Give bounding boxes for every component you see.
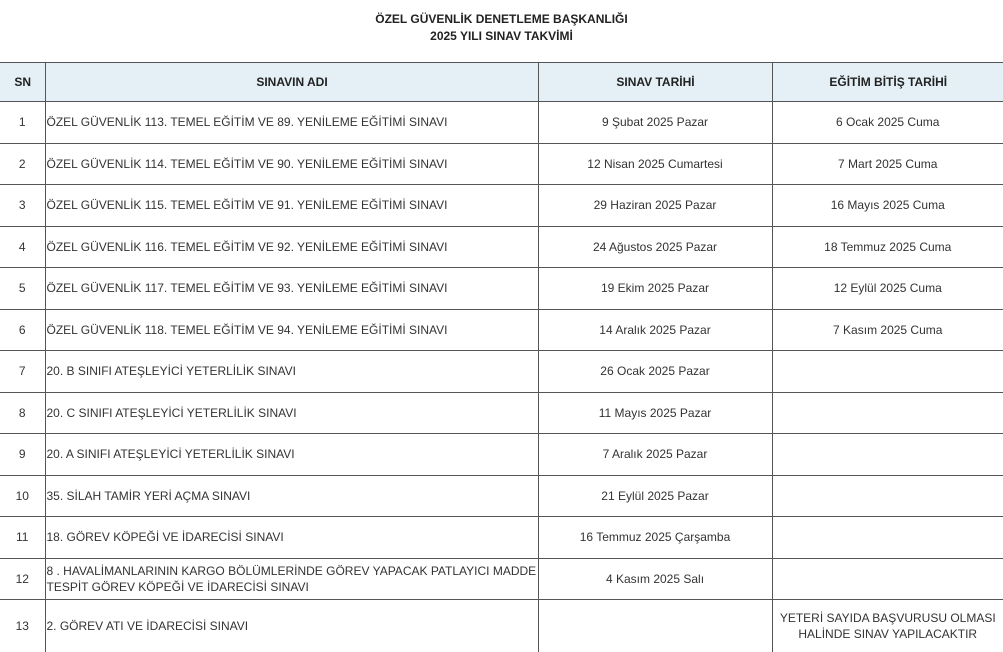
cell-sn: 5	[0, 268, 45, 310]
cell-exam-date: 7 Aralık 2025 Pazar	[538, 434, 772, 476]
cell-exam-name: ÖZEL GÜVENLİK 117. TEMEL EĞİTİM VE 93. YENİLEME EĞİTİMİ SINAVI	[45, 268, 538, 310]
table-row	[0, 392, 1003, 434]
table-row	[0, 102, 1003, 144]
cell-sn: 12	[0, 558, 45, 600]
cell-exam-name: 2. GÖREV ATI VE İDARECİSİ SINAVI	[45, 600, 538, 652]
cell-training-end-date	[772, 392, 1003, 434]
cell-sn: 1	[0, 102, 45, 144]
table-row	[0, 185, 1003, 227]
cell-training-end-date: 12 Eylül 2025 Cuma	[772, 268, 1003, 310]
cell-sn: 13	[0, 600, 45, 652]
cell-exam-name: 20. C SINIFI ATEŞLEYİCİ YETERLİLİK SINAVI	[45, 392, 538, 434]
cell-training-end-date	[772, 600, 1003, 652]
table-row	[0, 268, 1003, 310]
cell-sn: 2	[0, 143, 45, 185]
cell-sn: 3	[0, 185, 45, 227]
cell-exam-name: ÖZEL GÜVENLİK 113. TEMEL EĞİTİM VE 89. YENİLEME EĞİTİMİ SINAVI	[45, 102, 538, 144]
cell-exam-name: ÖZEL GÜVENLİK 116. TEMEL EĞİTİM VE 92. YENİLEME EĞİTİMİ SINAVI	[45, 226, 538, 268]
end-date-note-line-2: HALİNDE SINAV YAPILACAKTIR	[798, 627, 978, 641]
table-row	[0, 143, 1003, 185]
cell-sn: 11	[0, 517, 45, 559]
document-title: ÖZEL GÜVENLİK DENETLEME BAŞKANLIĞI	[375, 12, 628, 26]
cell-exam-name	[45, 558, 538, 600]
cell-sn: 6	[0, 309, 45, 351]
column-header-exam-name: SINAVIN ADI	[45, 63, 538, 102]
end-date-note-line-1: YETERİ SAYIDA BAŞVURUSU OLMASI	[779, 611, 996, 625]
exam-name-line-1: 8 . HAVALİMANLARININ KARGO BÖLÜMLERİNDE GÖREV YAPACAK PATLAYICI MADDE	[46, 563, 537, 578]
cell-sn: 7	[0, 351, 45, 393]
cell-training-end-date	[772, 434, 1003, 476]
cell-exam-name: 20. B SINIFI ATEŞLEYİCİ YETERLİLİK SINAVI	[45, 351, 538, 393]
cell-exam-name: ÖZEL GÜVENLİK 115. TEMEL EĞİTİM VE 91. YENİLEME EĞİTİMİ SINAVI	[45, 185, 538, 227]
cell-training-end-date: 16 Mayıs 2025 Cuma	[772, 185, 1003, 227]
cell-training-end-date: 6 Ocak 2025 Cuma	[772, 102, 1003, 144]
cell-sn: 8	[0, 392, 45, 434]
exam-schedule-table	[0, 62, 1003, 652]
cell-training-end-date: 7 Kasım 2025 Cuma	[772, 309, 1003, 351]
cell-exam-date: 12 Nisan 2025 Cumartesi	[538, 143, 772, 185]
cell-exam-name: 20. A SINIFI ATEŞLEYİCİ YETERLİLİK SINAVI	[45, 434, 538, 476]
cell-exam-date: 24 Ağustos 2025 Pazar	[538, 226, 772, 268]
table-row	[0, 558, 1003, 600]
column-header-training-end-date: EĞİTİM BİTİŞ TARİHİ	[772, 63, 1003, 102]
cell-exam-name: ÖZEL GÜVENLİK 118. TEMEL EĞİTİM VE 94. YENİLEME EĞİTİMİ SINAVI	[45, 309, 538, 351]
table-row	[0, 351, 1003, 393]
column-header-sn: SN	[0, 63, 45, 102]
cell-exam-name: 18. GÖREV KÖPEĞİ VE İDARECİSİ SINAVI	[45, 517, 538, 559]
column-header-exam-date: SINAV TARİHİ	[538, 63, 772, 102]
cell-exam-date: 16 Temmuz 2025 Çarşamba	[538, 517, 772, 559]
document-header	[0, 0, 1003, 62]
cell-sn: 10	[0, 475, 45, 517]
table-row	[0, 434, 1003, 476]
cell-exam-date: 14 Aralık 2025 Pazar	[538, 309, 772, 351]
table-row	[0, 309, 1003, 351]
table-row	[0, 475, 1003, 517]
cell-exam-date: 19 Ekim 2025 Pazar	[538, 268, 772, 310]
cell-exam-date: 4 Kasım 2025 Salı	[538, 558, 772, 600]
cell-training-end-date	[772, 517, 1003, 559]
table-row	[0, 226, 1003, 268]
cell-sn: 4	[0, 226, 45, 268]
cell-training-end-date: 7 Mart 2025 Cuma	[772, 143, 1003, 185]
cell-training-end-date	[772, 351, 1003, 393]
table-row	[0, 600, 1003, 652]
table-header-row	[0, 63, 1003, 102]
cell-sn: 9	[0, 434, 45, 476]
cell-exam-date: 11 Mayıs 2025 Pazar	[538, 392, 772, 434]
cell-exam-date	[538, 600, 772, 652]
cell-exam-name: ÖZEL GÜVENLİK 114. TEMEL EĞİTİM VE 90. YENİLEME EĞİTİMİ SINAVI	[45, 143, 538, 185]
cell-exam-date: 26 Ocak 2025 Pazar	[538, 351, 772, 393]
cell-training-end-date	[772, 558, 1003, 600]
table-row	[0, 517, 1003, 559]
cell-exam-date: 21 Eylül 2025 Pazar	[538, 475, 772, 517]
cell-training-end-date	[772, 475, 1003, 517]
document-subtitle: 2025 YILI SINAV TAKVİMİ	[430, 29, 573, 43]
exam-name-line-2: TESPİT GÖREV KÖPEĞİ VE İDARECİSİ SINAVI	[46, 579, 309, 594]
cell-exam-name: 35. SİLAH TAMİR YERİ AÇMA SINAVI	[45, 475, 538, 517]
cell-exam-date: 9 Şubat 2025 Pazar	[538, 102, 772, 144]
cell-training-end-date: 18 Temmuz 2025 Cuma	[772, 226, 1003, 268]
cell-exam-date: 29 Haziran 2025 Pazar	[538, 185, 772, 227]
